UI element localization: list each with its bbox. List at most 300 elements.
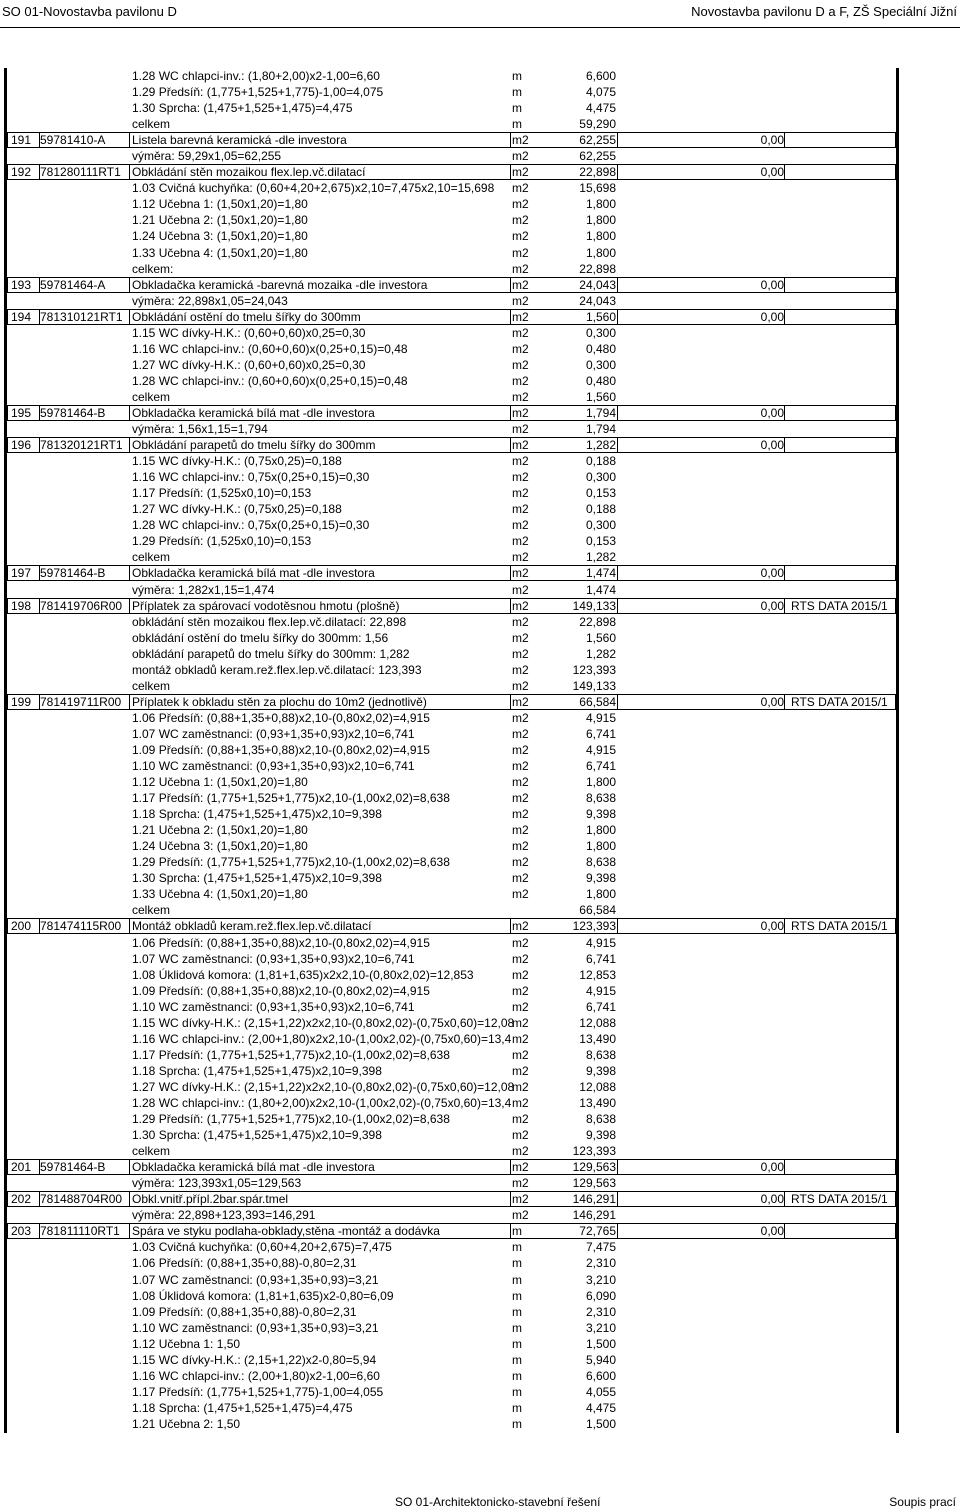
unit: m2 bbox=[512, 935, 529, 950]
detail-row bbox=[0, 999, 960, 1015]
quantity: 8,638 bbox=[585, 1112, 616, 1127]
item-description: 1.12 Učebna 1: (1,50x1,20)=1,80 bbox=[132, 775, 308, 790]
unit: m2 bbox=[512, 1015, 529, 1030]
quantity: 22,898 bbox=[579, 165, 616, 180]
unit: m2 bbox=[512, 1079, 529, 1094]
quantity: 4,475 bbox=[585, 101, 616, 116]
price-source: RTS DATA 2015/1 bbox=[791, 919, 888, 934]
detail-row bbox=[0, 100, 960, 116]
quantity: 15,698 bbox=[579, 181, 616, 196]
detail-row bbox=[0, 228, 960, 244]
item-number: 197 bbox=[11, 566, 32, 581]
item-code: 781280111RT1 bbox=[40, 165, 121, 180]
detail-row bbox=[0, 68, 960, 84]
unit: m2 bbox=[512, 181, 529, 196]
item-description: 1.29 Předsíň: (1,525x0,10)=0,153 bbox=[132, 534, 312, 549]
quantity: 0,188 bbox=[585, 502, 616, 517]
detail-row bbox=[0, 1063, 960, 1079]
detail-row bbox=[0, 967, 960, 983]
item-description: celkem: bbox=[132, 261, 174, 276]
price: 0,00 bbox=[760, 1160, 784, 1175]
quantity: 129,563 bbox=[572, 1176, 616, 1191]
item-description: 1.15 WC dívky-H.K.: (0,60+0,60)x0,25=0,30 bbox=[132, 325, 366, 340]
quantity: 6,741 bbox=[585, 726, 616, 741]
unit: m2 bbox=[512, 694, 529, 709]
item-description: 1.28 WC chlapci-inv.: (1,80+2,00)x2x2,10-(1,00x2,02)-(0,75x0,60)=13,4 bbox=[132, 1096, 512, 1110]
detail-row bbox=[0, 1384, 960, 1400]
unit: m2 bbox=[512, 405, 529, 420]
unit: m bbox=[512, 1256, 522, 1271]
price: 0,00 bbox=[760, 566, 784, 581]
header-left-title: SO 01-Novostavba pavilonu D bbox=[2, 4, 177, 19]
price-source bbox=[791, 1223, 901, 1239]
price: 0,00 bbox=[760, 438, 784, 453]
detail-row bbox=[0, 886, 960, 902]
item-description: 1.10 WC zaměstnanci: (0,93+1,35+0,93)x2,10=6,741 bbox=[132, 999, 415, 1014]
detail-row bbox=[0, 614, 960, 630]
quantity: 1,282 bbox=[585, 438, 616, 453]
quantity: 6,090 bbox=[585, 1288, 616, 1303]
item-description: 1.12 Učebna 1: (1,50x1,20)=1,80 bbox=[132, 197, 308, 212]
detail-row bbox=[0, 1400, 960, 1416]
quantity: 4,915 bbox=[585, 935, 616, 950]
item-description: 1.30 Sprcha: (1,475+1,525+1,475)x2,10=9,398 bbox=[132, 871, 382, 886]
item-description: výměra: 1,56x1,15=1,794 bbox=[132, 422, 268, 437]
detail-row bbox=[0, 261, 960, 277]
unit: m2 bbox=[512, 775, 529, 790]
unit: m2 bbox=[512, 1144, 529, 1159]
detail-row bbox=[0, 84, 960, 100]
item-number: 194 bbox=[11, 309, 32, 324]
price: 0,00 bbox=[760, 598, 784, 613]
item-row bbox=[0, 694, 960, 710]
quantity: 8,638 bbox=[585, 855, 616, 870]
item-code: 781811110RT1 bbox=[40, 1224, 120, 1239]
unit: m2 bbox=[512, 742, 529, 757]
quantity: 8,638 bbox=[585, 1047, 616, 1062]
unit: m2 bbox=[512, 582, 529, 597]
unit: m2 bbox=[512, 470, 529, 485]
item-description: Obkládání stěn mozaikou flex.lep.vč.dilatací bbox=[132, 165, 366, 180]
price-source bbox=[791, 309, 901, 325]
quantity: 4,915 bbox=[585, 983, 616, 998]
quantity: 6,741 bbox=[585, 759, 616, 774]
unit: m2 bbox=[512, 678, 529, 693]
item-number: 195 bbox=[11, 405, 32, 420]
detail-row bbox=[0, 646, 960, 662]
detail-row bbox=[0, 469, 960, 485]
quantity: 22,898 bbox=[579, 614, 616, 629]
item-description: 1.15 WC dívky-H.K.: (0,75x0,25)=0,188 bbox=[132, 454, 342, 469]
quantity: 62,255 bbox=[579, 133, 616, 148]
quantity: 5,940 bbox=[585, 1352, 616, 1367]
detail-row bbox=[0, 1095, 960, 1111]
item-description: 1.28 WC chlapci-inv.: (1,80+2,00)x2-1,00=6,60 bbox=[132, 69, 380, 83]
unit: m2 bbox=[512, 839, 529, 854]
quantity: 1,560 bbox=[585, 309, 616, 324]
unit: m2 bbox=[512, 341, 529, 356]
item-description: Obkladačka keramická bílá mat -dle investora bbox=[132, 566, 375, 581]
item-description: výměra: 22,898x1,05=24,043 bbox=[132, 293, 288, 308]
unit: m2 bbox=[512, 759, 529, 774]
quantity: 2,310 bbox=[585, 1304, 616, 1319]
unit: m2 bbox=[512, 309, 529, 324]
item-description: 1.08 Úklidová komora: (1,81+1,635)x2x2,10-(0,80x2,02)=12,853 bbox=[132, 967, 474, 982]
item-row bbox=[0, 309, 960, 325]
unit: m2 bbox=[512, 887, 529, 902]
unit: m bbox=[512, 1368, 522, 1383]
detail-row bbox=[0, 822, 960, 838]
detail-row bbox=[0, 1304, 960, 1320]
item-number: 191 bbox=[11, 133, 32, 148]
detail-row bbox=[0, 1272, 960, 1288]
quantity: 0,300 bbox=[585, 325, 616, 340]
item-description: Obkládání parapetů do tmelu šířky do 300mm bbox=[132, 438, 376, 453]
item-description: 1.06 Předsíň: (0,88+1,35+0,88)x2,10-(0,80x2,02)=4,915 bbox=[132, 935, 430, 950]
header-divider bbox=[0, 27, 960, 28]
item-description: výměra: 1,282x1,15=1,474 bbox=[132, 582, 275, 597]
item-description: Listela barevná keramická -dle investora bbox=[132, 133, 347, 148]
detail-row bbox=[0, 357, 960, 373]
item-row bbox=[0, 164, 960, 180]
quantity: 1,800 bbox=[585, 213, 616, 228]
quantity: 6,741 bbox=[585, 951, 616, 966]
item-description: 1.16 WC chlapci-inv.: 0,75x(0,25+0,15)=0,30 bbox=[132, 470, 370, 485]
detail-row bbox=[0, 662, 960, 678]
detail-row bbox=[0, 533, 960, 549]
price-source bbox=[791, 1159, 901, 1175]
item-row bbox=[0, 405, 960, 421]
quantity: 12,088 bbox=[579, 1015, 616, 1030]
quantity: 0,188 bbox=[585, 454, 616, 469]
detail-row bbox=[0, 742, 960, 758]
item-code: 781488704R00 bbox=[40, 1192, 123, 1207]
unit: m bbox=[512, 1352, 522, 1367]
detail-row bbox=[0, 726, 960, 742]
unit: m2 bbox=[512, 550, 529, 565]
unit: m2 bbox=[512, 951, 529, 966]
quantity: 12,088 bbox=[579, 1079, 616, 1094]
unit: m2 bbox=[512, 1128, 529, 1143]
quantity: 3,210 bbox=[585, 1272, 616, 1287]
item-code: 781474115R00 bbox=[40, 919, 122, 934]
unit: m2 bbox=[512, 357, 529, 372]
quantity: 123,393 bbox=[572, 1144, 616, 1159]
quantity: 1,800 bbox=[585, 839, 616, 854]
detail-row bbox=[0, 1320, 960, 1336]
quantity: 0,300 bbox=[585, 518, 616, 533]
price-source: RTS DATA 2015/1 bbox=[791, 1192, 888, 1207]
item-code: 781419706R00 bbox=[40, 598, 123, 613]
unit: m2 bbox=[512, 1063, 529, 1078]
unit: m2 bbox=[512, 197, 529, 212]
unit: m2 bbox=[512, 1096, 529, 1110]
item-description: celkem bbox=[132, 678, 171, 693]
quantity: 22,898 bbox=[579, 261, 616, 276]
unit: m2 bbox=[512, 1047, 529, 1062]
detail-row bbox=[0, 517, 960, 533]
item-row bbox=[0, 132, 960, 148]
detail-row bbox=[0, 582, 960, 598]
item-description: Příplatek k obkladu stěn za plochu do 10m2 (jednotlivě) bbox=[132, 694, 427, 709]
price: 0,00 bbox=[760, 165, 784, 180]
unit: m2 bbox=[512, 1112, 529, 1127]
quantity: 0,480 bbox=[585, 341, 616, 356]
unit: m2 bbox=[512, 919, 529, 934]
item-description: 1.12 Učebna 1: 1,50 bbox=[132, 1336, 241, 1351]
detail-row bbox=[0, 1288, 960, 1304]
unit: m2 bbox=[512, 293, 529, 308]
price: 0,00 bbox=[760, 919, 784, 934]
unit: m2 bbox=[512, 133, 529, 148]
item-description: 1.24 Učebna 3: (1,50x1,20)=1,80 bbox=[132, 839, 308, 854]
detail-row bbox=[0, 421, 960, 437]
item-row bbox=[0, 277, 960, 293]
quantity: 129,563 bbox=[572, 1160, 616, 1175]
item-description: montáž obkladů keram.rež.flex.lep.vč.dilatací: 123,393 bbox=[132, 662, 422, 677]
quantity: 123,393 bbox=[572, 919, 616, 934]
unit: m bbox=[512, 1288, 522, 1303]
item-description: 1.33 Učebna 4: (1,50x1,20)=1,80 bbox=[132, 887, 308, 902]
unit: m bbox=[512, 1416, 522, 1431]
quantity: 1,800 bbox=[585, 229, 616, 244]
unit: m2 bbox=[512, 999, 529, 1014]
detail-row bbox=[0, 341, 960, 357]
item-description: 1.30 Sprcha: (1,475+1,525+1,475)=4,475 bbox=[132, 101, 353, 116]
unit: m2 bbox=[512, 646, 529, 661]
item-description: 1.16 WC chlapci-inv.: (2,00+1,80)x2-1,00=6,60 bbox=[132, 1368, 380, 1383]
quantity: 1,560 bbox=[585, 630, 616, 645]
detail-row bbox=[0, 1255, 960, 1271]
item-number: 199 bbox=[11, 694, 32, 709]
quantity: 66,584 bbox=[579, 903, 616, 918]
item-row bbox=[0, 918, 960, 934]
detail-row bbox=[0, 453, 960, 469]
quantity: 8,638 bbox=[585, 791, 616, 806]
quantity: 59,290 bbox=[579, 117, 616, 132]
unit: m2 bbox=[512, 245, 529, 260]
price: 0,00 bbox=[760, 277, 784, 292]
unit: m2 bbox=[512, 726, 529, 741]
quantity: 1,800 bbox=[585, 823, 616, 838]
quantity: 1,500 bbox=[585, 1416, 616, 1431]
quantity: 1,794 bbox=[585, 422, 616, 437]
unit: m2 bbox=[512, 1031, 529, 1046]
item-code: 781419711R00 bbox=[40, 694, 122, 709]
item-description: celkem bbox=[132, 550, 171, 565]
item-description: 1.21 Učebna 2: (1,50x1,20)=1,80 bbox=[132, 213, 308, 228]
unit: m2 bbox=[512, 630, 529, 645]
unit: m2 bbox=[512, 229, 529, 244]
price-source bbox=[791, 565, 901, 581]
item-description: 1.27 WC dívky-H.K.: (0,75x0,25)=0,188 bbox=[132, 502, 342, 517]
unit: m2 bbox=[512, 213, 529, 228]
price-source bbox=[791, 405, 901, 421]
unit: m2 bbox=[512, 1192, 529, 1207]
item-description: Příplatek za spárovací vodotěsnou hmotu (plošně) bbox=[132, 598, 400, 613]
item-description: Obkládání ostění do tmelu šířky do 300mm bbox=[132, 309, 361, 324]
detail-row bbox=[0, 935, 960, 951]
quantity: 62,255 bbox=[579, 149, 616, 164]
unit bbox=[512, 902, 552, 918]
detail-row bbox=[0, 983, 960, 999]
unit: m2 bbox=[512, 871, 529, 886]
quantity: 6,741 bbox=[585, 999, 616, 1014]
item-description: Obkladačka keramická -barevná mozaika -dle investora bbox=[132, 277, 428, 292]
price: 0,00 bbox=[760, 405, 784, 420]
unit: m2 bbox=[512, 438, 529, 453]
item-description: 1.03 Cvičná kuchyňka: (0,60+4,20+2,675)x2,10=7,475x2,10=15,698 bbox=[132, 181, 495, 196]
quantity: 13,490 bbox=[579, 1031, 616, 1046]
item-description: celkem bbox=[132, 903, 171, 918]
detail-row bbox=[0, 1239, 960, 1255]
item-row bbox=[0, 1223, 960, 1239]
price-source bbox=[791, 277, 901, 293]
item-number: 202 bbox=[11, 1192, 32, 1207]
quantity: 1,474 bbox=[585, 582, 616, 597]
quantity: 1,282 bbox=[585, 646, 616, 661]
budget-table bbox=[0, 68, 960, 1432]
unit: m2 bbox=[512, 662, 529, 677]
detail-row bbox=[0, 245, 960, 261]
quantity: 24,043 bbox=[579, 293, 616, 308]
item-description: výměra: 22,898+123,393=146,291 bbox=[132, 1208, 316, 1223]
quantity: 0,480 bbox=[585, 373, 616, 388]
item-description: 1.15 WC dívky-H.K.: (2,15+1,22)x2x2,10-(0,80x2,02)-(0,75x0,60)=12,08 bbox=[132, 1015, 515, 1030]
unit: m2 bbox=[512, 855, 529, 870]
quantity: 123,393 bbox=[572, 662, 616, 677]
quantity: 0,300 bbox=[585, 470, 616, 485]
item-code: 59781410-A bbox=[40, 133, 106, 148]
quantity: 72,765 bbox=[579, 1224, 616, 1239]
item-description: 1.09 Předsíň: (0,88+1,35+0,88)x2,10-(0,80x2,02)=4,915 bbox=[132, 742, 430, 757]
item-description: Spára ve styku podlaha-obklady,stěna -montáž a dodávka bbox=[132, 1224, 440, 1239]
quantity: 0,300 bbox=[585, 357, 616, 372]
detail-row bbox=[0, 1031, 960, 1047]
unit: m2 bbox=[512, 1160, 529, 1175]
item-description: 1.08 Úklidová komora: (1,81+1,635)x2-0,80=6,09 bbox=[132, 1288, 394, 1303]
unit: m2 bbox=[512, 1176, 529, 1191]
price-source bbox=[791, 164, 901, 180]
quantity: 4,915 bbox=[585, 710, 616, 725]
item-description: 1.18 Sprcha: (1,475+1,525+1,475)=4,475 bbox=[132, 1400, 353, 1415]
quantity: 1,282 bbox=[585, 550, 616, 565]
quantity: 1,800 bbox=[585, 197, 616, 212]
item-description: obkládání parapetů do tmelu šířky do 300mm: 1,282 bbox=[132, 646, 410, 661]
quantity: 6,600 bbox=[585, 69, 616, 83]
unit: m2 bbox=[512, 165, 529, 180]
quantity: 7,475 bbox=[585, 1240, 616, 1255]
quantity: 4,055 bbox=[585, 1384, 616, 1399]
detail-row bbox=[0, 116, 960, 132]
detail-row bbox=[0, 485, 960, 501]
header-right-title: Novostavba pavilonu D a F, ZŠ Speciální Jižní bbox=[691, 4, 957, 19]
item-number: 203 bbox=[11, 1224, 32, 1239]
quantity: 146,291 bbox=[572, 1208, 616, 1223]
price: 0,00 bbox=[760, 133, 784, 148]
unit: m2 bbox=[512, 389, 529, 404]
quantity: 1,560 bbox=[585, 389, 616, 404]
unit: m bbox=[512, 1336, 522, 1351]
item-code: 59781464-B bbox=[40, 405, 106, 420]
item-description: Montáž obkladů keram.rež.flex.lep.vč.dilatací bbox=[132, 919, 372, 934]
detail-row bbox=[0, 1111, 960, 1127]
detail-row bbox=[0, 501, 960, 517]
detail-row bbox=[0, 902, 960, 918]
detail-row bbox=[0, 951, 960, 967]
unit: m bbox=[512, 101, 522, 116]
item-description: 1.07 WC zaměstnanci: (0,93+1,35+0,93)x2,10=6,741 bbox=[132, 951, 415, 966]
item-description: 1.18 Sprcha: (1,475+1,525+1,475)x2,10=9,398 bbox=[132, 807, 382, 822]
quantity: 13,490 bbox=[579, 1096, 616, 1110]
unit: m bbox=[512, 1272, 522, 1287]
item-code: 59781464-B bbox=[40, 566, 106, 581]
item-description: výměra: 123,393x1,05=129,563 bbox=[132, 1176, 302, 1191]
item-description: obkládání ostění do tmelu šířky do 300mm: 1,56 bbox=[132, 630, 389, 645]
unit: m2 bbox=[512, 325, 529, 340]
price: 0,00 bbox=[760, 1192, 784, 1207]
price: 0,00 bbox=[760, 309, 784, 324]
item-description: 1.27 WC dívky-H.K.: (0,60+0,60)x0,25=0,30 bbox=[132, 357, 366, 372]
item-number: 196 bbox=[11, 438, 32, 453]
item-code: 781310121RT1 bbox=[40, 309, 123, 324]
detail-row bbox=[0, 758, 960, 774]
item-row bbox=[0, 598, 960, 614]
detail-row bbox=[0, 710, 960, 726]
unit: m2 bbox=[512, 566, 529, 581]
unit: m bbox=[512, 117, 522, 132]
item-row bbox=[0, 437, 960, 453]
item-description: 1.21 Učebna 2: 1,50 bbox=[132, 1416, 241, 1431]
item-description: Obkl.vnitř.přípl.2bar.spár.tmel bbox=[132, 1192, 289, 1207]
quantity: 149,133 bbox=[572, 598, 616, 613]
price-source bbox=[791, 437, 901, 453]
quantity: 1,800 bbox=[585, 245, 616, 260]
quantity: 0,153 bbox=[585, 534, 616, 549]
unit: m bbox=[512, 85, 522, 100]
item-description: 1.03 Cvičná kuchyňka: (0,60+4,20+2,675)=7,475 bbox=[132, 1240, 392, 1255]
quantity: 9,398 bbox=[585, 1128, 616, 1143]
unit: m2 bbox=[512, 710, 529, 725]
price-source bbox=[791, 132, 901, 148]
detail-row bbox=[0, 774, 960, 790]
detail-row bbox=[0, 196, 960, 212]
item-description: 1.10 WC zaměstnanci: (0,93+1,35+0,93)=3,21 bbox=[132, 1320, 379, 1335]
item-description: 1.10 WC zaměstnanci: (0,93+1,35+0,93)x2,10=6,741 bbox=[132, 759, 415, 774]
detail-row bbox=[0, 1416, 960, 1432]
footer-section-name: SO 01-Architektonicko-stavební řešení bbox=[395, 1495, 601, 1509]
quantity: 146,291 bbox=[572, 1192, 616, 1207]
quantity: 6,600 bbox=[585, 1368, 616, 1383]
quantity: 1,794 bbox=[585, 405, 616, 420]
item-description: 1.07 WC zaměstnanci: (0,93+1,35+0,93)x2,10=6,741 bbox=[132, 726, 415, 741]
unit: m2 bbox=[512, 149, 529, 164]
detail-row bbox=[0, 549, 960, 565]
detail-row bbox=[0, 806, 960, 822]
item-description: 1.33 Učebna 4: (1,50x1,20)=1,80 bbox=[132, 245, 308, 260]
detail-row bbox=[0, 293, 960, 309]
item-code: 59781464-B bbox=[40, 1160, 106, 1175]
item-description: 1.29 Předsíň: (1,775+1,525+1,775)-1,00=4,075 bbox=[132, 85, 384, 100]
item-number: 201 bbox=[11, 1160, 32, 1175]
quantity: 9,398 bbox=[585, 807, 616, 822]
item-description: obkládání stěn mozaikou flex.lep.vč.dilatací: 22,898 bbox=[132, 614, 407, 629]
unit: m bbox=[512, 1384, 522, 1399]
unit: m bbox=[512, 1320, 522, 1335]
unit: m bbox=[512, 1304, 522, 1319]
item-description: 1.28 WC chlapci-inv.: 0,75x(0,25+0,15)=0,30 bbox=[132, 518, 370, 533]
price: 0,00 bbox=[760, 1224, 784, 1239]
